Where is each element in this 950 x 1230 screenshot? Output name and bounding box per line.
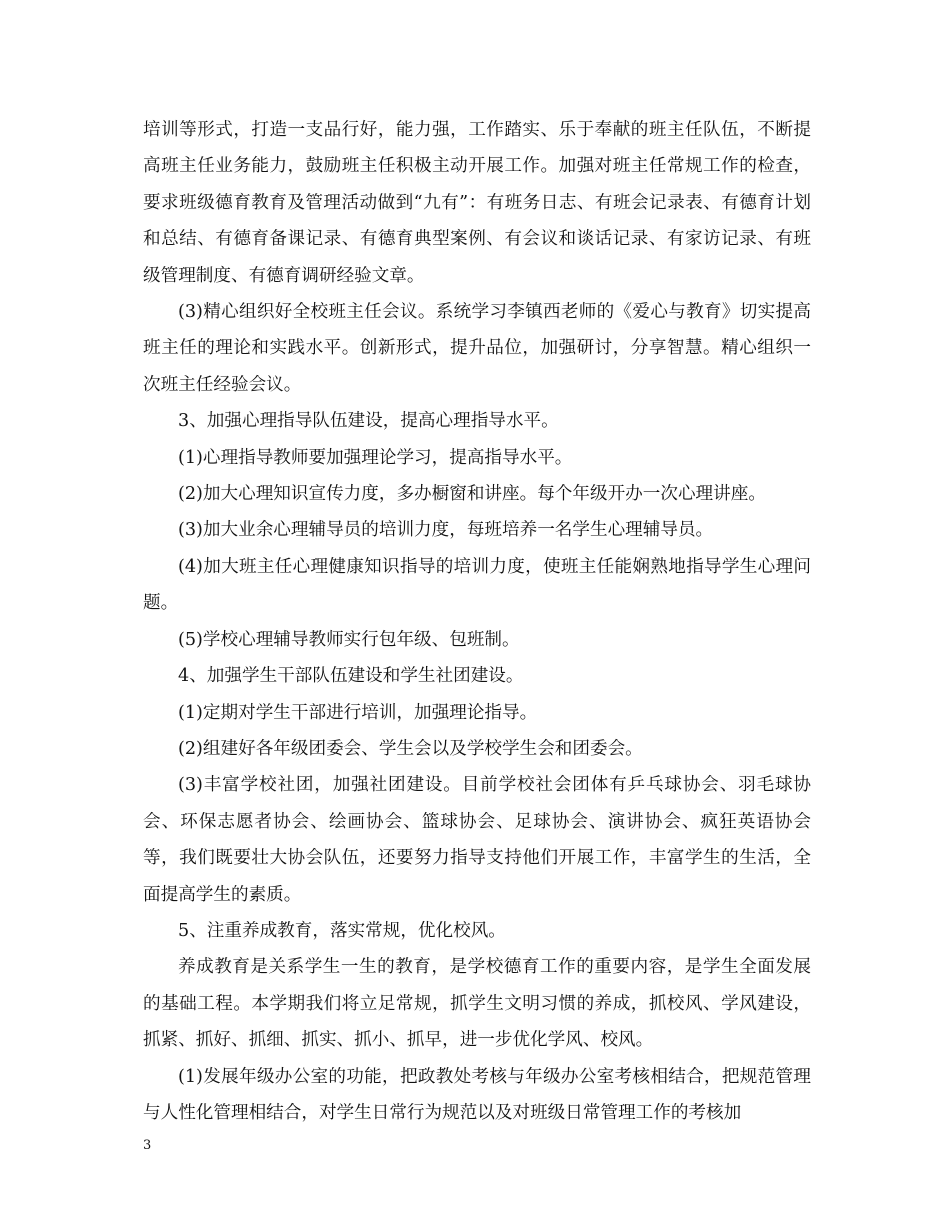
body-paragraph: 4、加强学生干部队伍建设和学生社团建设。 — [178, 666, 524, 687]
body-paragraph: (5)学校心理辅导教师实行包年级、包班制。 — [178, 629, 520, 650]
body-paragraph: 3、加强心理指导队伍建设，提高心理指导水平。 — [178, 411, 559, 432]
document-body — [143, 112, 811, 1131]
body-paragraph: 培训等形式，打造一支品行好，能力强，工作踏实、乐于奉献的班主任队伍，不断提高班主任业务能力，鼓励班主任积极主动开展工作。加强对班主任常规工作的检查，要求班级德育教育及管理活动做到“九有”：有班务日志、有班会记录表、有德育计划和总结、有德育备课记录、有德育典型案例、有会议和谈话记录、有家访记录、有班级管理制度、有德育调研经验文章。 — [143, 120, 811, 286]
body-paragraph: (3)加大业余心理辅导员的培训力度，每班培养一名学生心理辅导员。 — [178, 520, 714, 541]
body-paragraph: 养成教育是关系学生一生的教育，是学校德育工作的重要内容，是学生全面发展的基础工程。本学期我们将立足常规，抓学生文明习惯的养成，抓校风、学风建设，抓紧、抓好、抓细、抓实、抓小、抓早，进一步优化学风、校风。 — [143, 957, 811, 1051]
body-paragraph: (3)丰富学校社团，加强社团建设。目前学校社会团体有乒乓球协会、羽毛球协会、环保志愿者协会、绘画协会、篮球协会、足球协会、演讲协会、疯狂英语协会等，我们既要壮大协会队伍，还要努力指导支持他们开展工作，丰富学生的生活，全面提高学生的素质。 — [143, 775, 811, 905]
body-paragraph: (2)组建好各年级团委会、学生会以及学校学生会和团委会。 — [178, 738, 643, 759]
body-paragraph: (1)定期对学生干部进行培训，加强理论指导。 — [178, 702, 538, 723]
page-number: 3 — [143, 1138, 152, 1153]
body-paragraph: 5、注重养成教育，落实常规，优化校风。 — [178, 920, 506, 941]
body-paragraph: (2)加大心理知识宣传力度，多办橱窗和讲座。每个年级开办一次心理讲座。 — [178, 484, 766, 505]
body-paragraph: (1)发展年级办公室的功能，把政教处考核与年级办公室考核相结合，把规范管理与人性化管理相结合，对学生日常行为规范以及对班级日常管理工作的考核加 — [143, 1066, 811, 1123]
body-paragraph: (3)精心组织好全校班主任会议。系统学习李镇西老师的《爱心与教育》切实提高班主任的理论和实践水平。创新形式，提升品位，加强研讨，分享智慧。精心组织一次班主任经验会议。 — [143, 302, 811, 395]
body-paragraph: (1)心理指导教师要加强理论学习，提高指导水平。 — [178, 447, 573, 468]
body-paragraph: (4)加大班主任心理健康知识指导的培训力度，使班主任能娴熟地指导学生心理问题。 — [143, 556, 811, 614]
